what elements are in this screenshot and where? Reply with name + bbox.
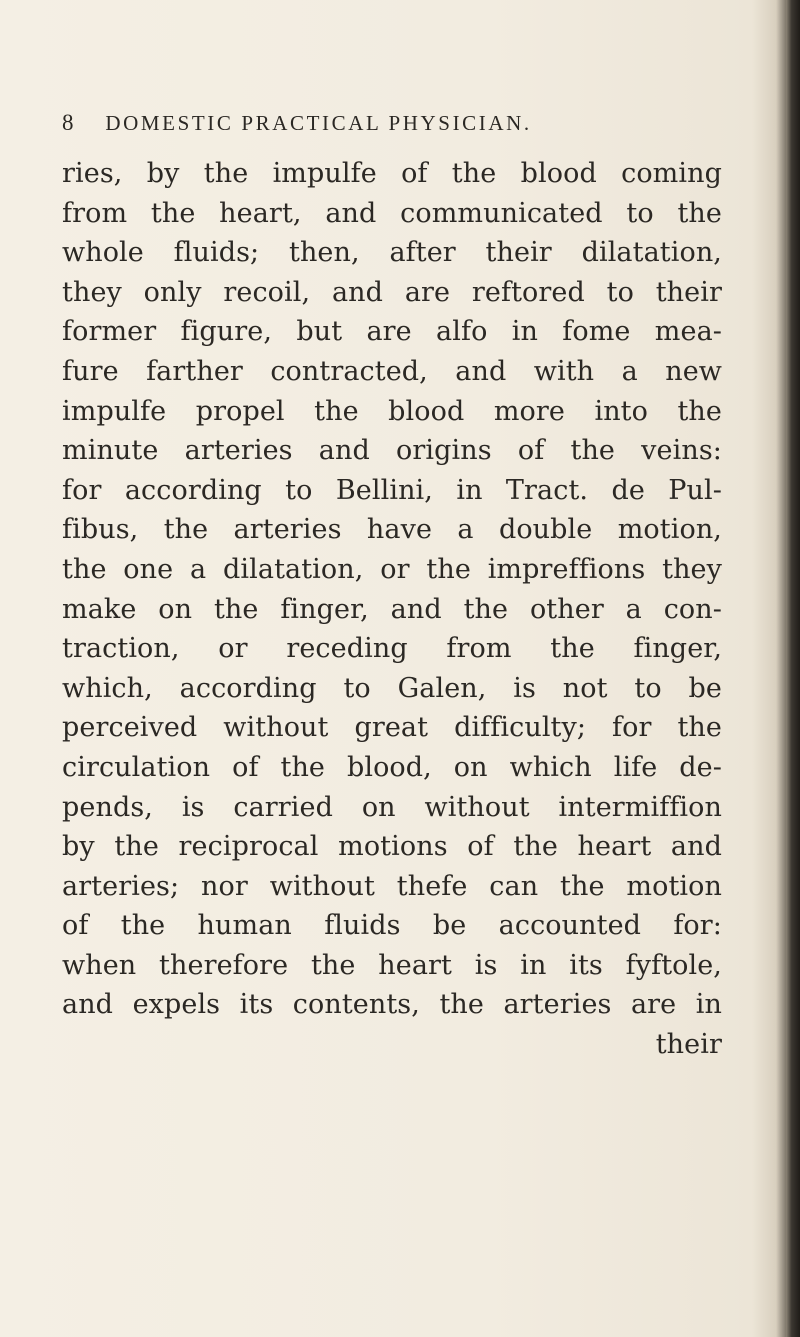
text-line: from the heart, and communicated to the (62, 197, 722, 229)
text-line: circulation of the blood, on which life de- (62, 751, 722, 783)
text-line: minute arteries and origins of the veins: (62, 435, 722, 467)
text-line: by the reciprocal motions of the heart and (62, 831, 722, 863)
text-line: arteries; nor without thefe can the motion (62, 870, 722, 902)
catchword: their (655, 1029, 722, 1061)
text-line: fibus, the arteries have a double motion, (62, 514, 722, 546)
page-gutter-shadow (786, 0, 800, 1337)
page-number: 8 (62, 110, 74, 135)
text-line: pends, is carried on without intermiffion (62, 791, 722, 823)
text-line: they only recoil, and are reftored to their (62, 276, 722, 308)
text-line: which, according to Galen, is not to be (62, 672, 722, 704)
text-line: make on the finger, and the other a con- (62, 593, 722, 625)
text-line: of the human fluids be accounted for: (62, 910, 722, 942)
text-line: fure farther contracted, and with a new (62, 355, 722, 387)
running-title: DOMESTIC PRACTICAL PHYSICIAN. (105, 111, 532, 135)
body-text (62, 154, 722, 1065)
text-line: perceived without great difficulty; for the (62, 712, 722, 744)
text-line: traction, or receding from the finger, (62, 633, 722, 665)
text-line: impulfe propel the blood more into the (62, 395, 722, 427)
text-line: ries, by the impulfe of the blood coming (62, 158, 722, 189)
page-header (62, 110, 532, 136)
text-line: when therefore the heart is in its fyftole, (62, 949, 722, 981)
text-line: for according to Bellini, in Tract. de Pul- (62, 474, 722, 506)
text-line: the one a dilatation, or the impreffions they (62, 553, 722, 585)
text-line: and expels its contents, the arteries are in (62, 989, 722, 1021)
text-line: whole fluids; then, after their dilatation, (62, 237, 722, 269)
text-line: former figure, but are alfo in fome mea- (62, 316, 722, 348)
